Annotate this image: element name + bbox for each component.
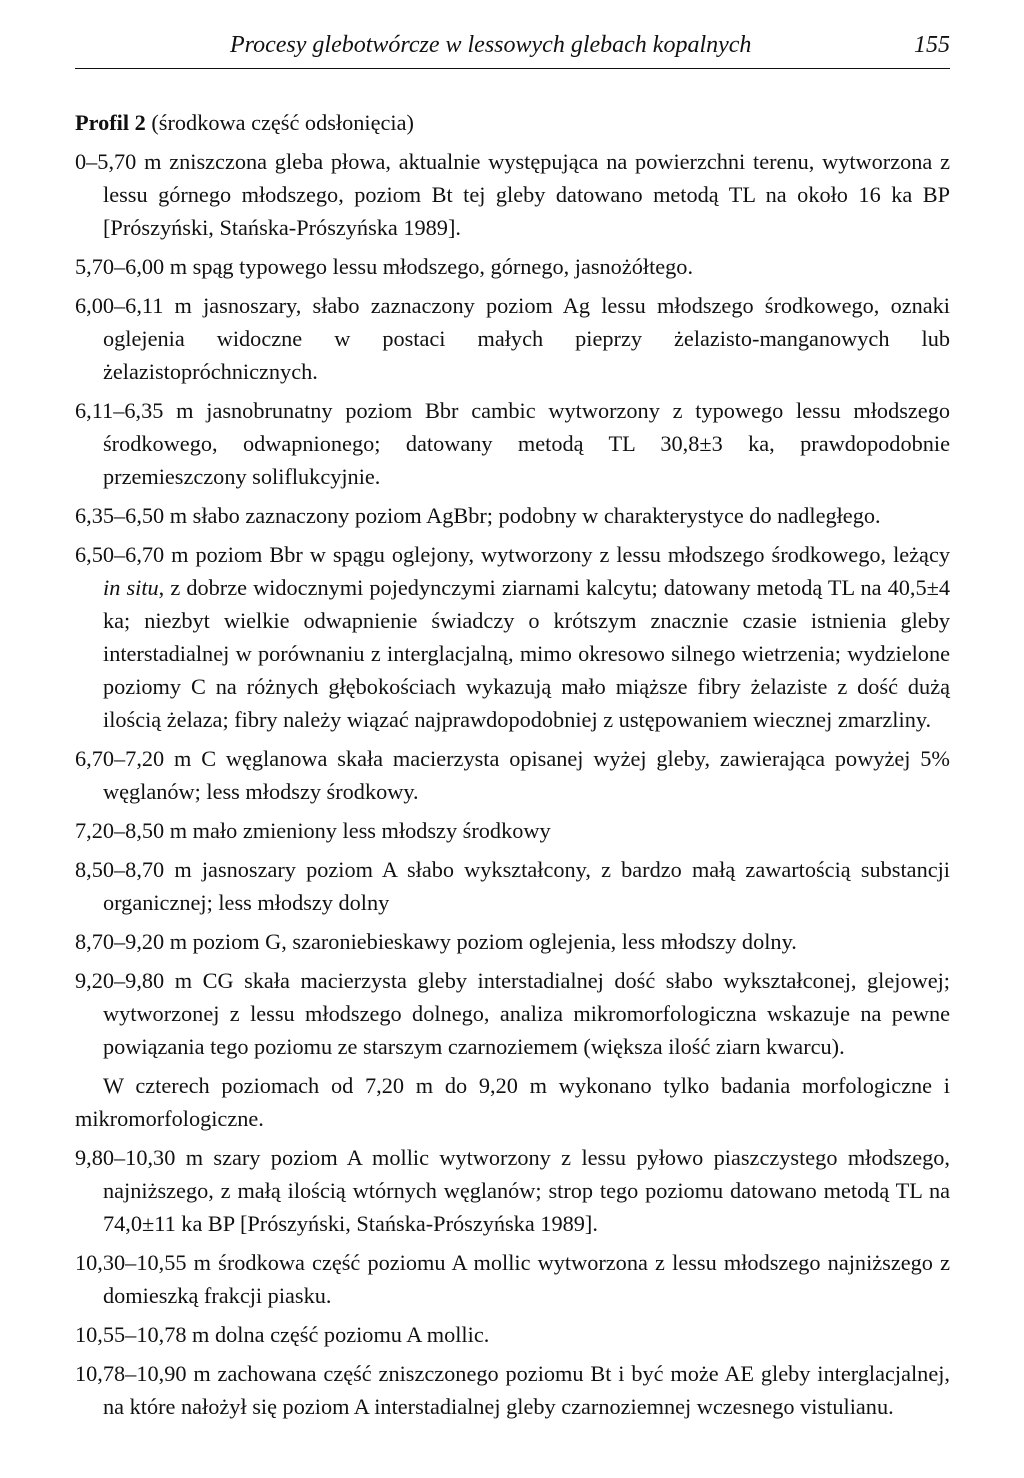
page-number: 155 <box>914 32 950 58</box>
horizon-entry: 8,50–8,70 m jasnoszary poziom A słabo wykształcony, z bardzo małą zawartością substancji organicznej; less młodszy dolny <box>75 857 950 915</box>
horizon-entry: 8,70–9,20 m poziom G, szaroniebieskawy poziom oglejenia, less młodszy dolny. <box>75 929 797 954</box>
horizon-entry: 10,55–10,78 m dolna część poziomu A mollic. <box>75 1322 490 1347</box>
horizon-entry <box>75 538 950 736</box>
profile-note: (środkowa część odsłonięcia) <box>145 110 414 135</box>
header-rule <box>75 68 950 69</box>
profile-label: Profil 2 <box>75 110 146 135</box>
horizon-entry: 0–5,70 m zniszczona gleba płowa, aktualnie występująca na powierzchni terenu, wytworzona z lessu górnego młodszego, poziom Bt tej gleby datowano metodą TL na około 16 ka BP [Prószyński, Stańska-Prószyńska 1989]. <box>75 149 950 240</box>
horizon-entry: 9,80–10,30 m szary poziom A mollic wytworzony z lessu pyłowo piaszczystego młodszego, najniższego, z małą ilością wtórnych węglanów; strop tego poziomu datowano metodą TL na 74,0±11 ka BP [Prószyński, Stańska-Prószyńska 1989]. <box>75 1145 950 1236</box>
horizon-entry: 6,11–6,35 m jasnobrunatny poziom Bbr cambic wytworzony z typowego lessu młodszego środkowego, odwapnionego; datowany metodą TL 30,8±3 ka, prawdopodobnie przemieszczony soliflukcyjnie. <box>75 398 950 489</box>
page-body <box>75 106 950 1429</box>
entry-text: , z dobrze widocznymi pojedynczymi ziarnami kalcytu; datowany metodą TL na 40,5±4 ka; niezbyt wielkie odwapnienie świadczy o krótszym znacznie czasie istnienia gleby interstadialnej w porównaniu z interglacjalną, mimo okresowo silnego wietrzenia; wydzielone poziomy C na różnych głębokościach wykazują mało miąższe fibry żelaziste z dość dużą ilością żelaza; fibry należy wiązać najprawdopodobniej z ustępowaniem wiecznej zmarzliny. <box>103 575 950 732</box>
horizon-entry: 6,70–7,20 m C węglanowa skała macierzysta opisanej wyżej gleby, zawierająca powyżej 5% węglanów; less młodszy środkowy. <box>75 746 950 804</box>
horizon-entry: 10,78–10,90 m zachowana część zniszczonego poziomu Bt i być może AE gleby interglacjalnej, na które nałożył się poziom A interstadialnej gleby czarnoziemnej wczesnego vistulianu. <box>75 1361 950 1419</box>
profile-heading <box>75 106 950 139</box>
horizon-entry: 6,35–6,50 m słabo zaznaczony poziom AgBbr; podobny w charakterystyce do nadległego. <box>75 503 881 528</box>
running-title: Procesy glebotwórcze w lessowych glebach kopalnych <box>230 32 752 58</box>
horizon-entry: 10,30–10,55 m środkowa część poziomu A mollic wytworzona z lessu młodszego najniższego z domieszką frakcji piasku. <box>75 1250 950 1308</box>
entry-text: 6,50–6,70 m poziom Bbr w spągu oglejony, wytworzony z lessu młodszego środkowego, leżący <box>75 542 950 567</box>
method-note: W czterech poziomach od 7,20 m do 9,20 m wykonano tylko badania morfologiczne i mikromorfologiczne. <box>75 1073 950 1131</box>
latin-term: in situ <box>103 575 159 600</box>
horizon-entry: 7,20–8,50 m mało zmieniony less młodszy środkowy <box>75 818 551 843</box>
horizon-entry: 9,20–9,80 m CG skała macierzysta gleby interstadialnej dość słabo wykształconej, glejowej; wytworzonej z lessu młodszego dolnego, analiza mikromorfologiczna wskazuje na pewne powiązania tego poziomu ze starszym czarnoziemem (większa ilość ziarn kwarcu). <box>75 968 950 1059</box>
horizon-entry: 6,00–6,11 m jasnoszary, słabo zaznaczony poziom Ag lessu młodszego środkowego, oznaki oglejenia widoczne w postaci małych pieprzy żelazisto-manganowych lub żelazistopróchnicznych. <box>75 293 950 384</box>
horizon-entry: 5,70–6,00 m spąg typowego lessu młodszego, górnego, jasnożółtego. <box>75 254 694 279</box>
running-head <box>75 28 950 68</box>
